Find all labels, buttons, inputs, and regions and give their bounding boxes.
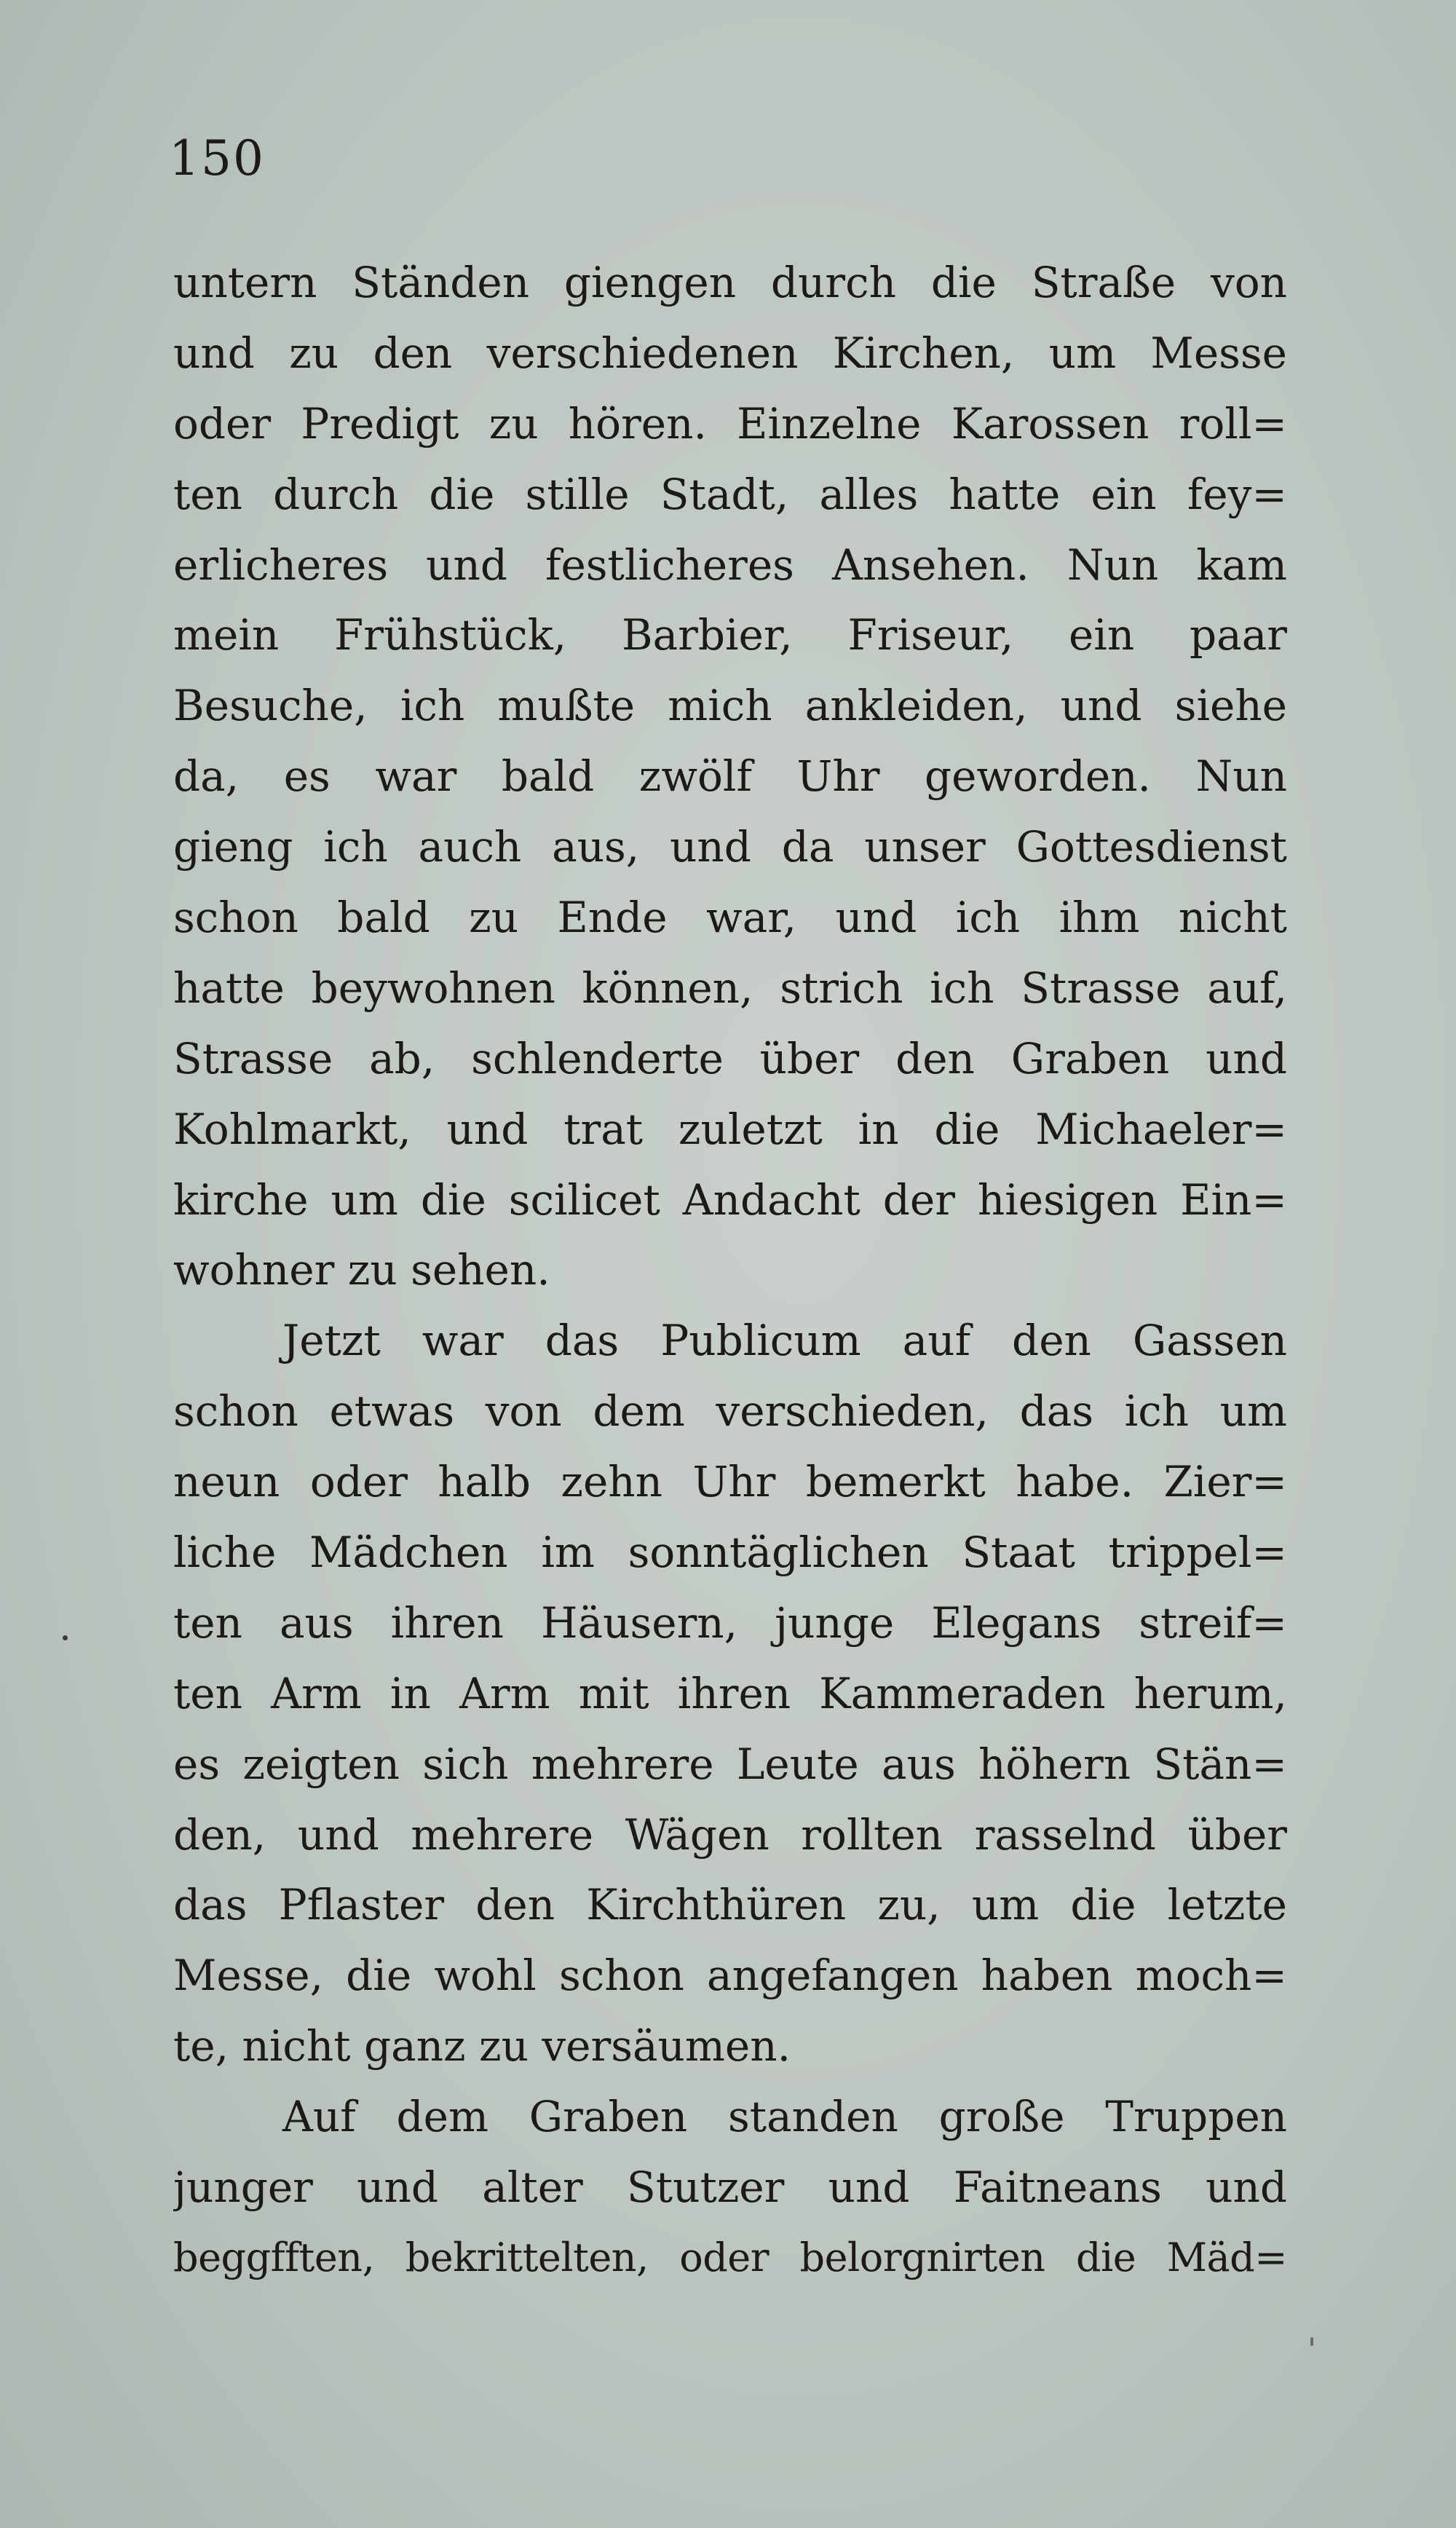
text-line: kirche um die scilicet Andacht der hiesigen Ein=	[173, 1174, 1287, 1225]
text-line: ten Arm in Arm mit ihren Kammeraden herum,	[173, 1668, 1287, 1718]
text-line: beggfften, bekrittelten, oder belorgnirten die Mäd=	[173, 2234, 1287, 2280]
text-line: te, nicht ganz zu versäumen.	[173, 2021, 791, 2071]
text-line: neun oder halb zehn Uhr bemerkt habe. Zier=	[173, 1457, 1287, 1507]
text-line: den, und mehrere Wägen rollten rasselnd über	[173, 1809, 1287, 1860]
text-line: oder Predigt zu hören. Einzelne Karossen roll=	[173, 398, 1287, 449]
text-line: erlicheres und festlicheres Ansehen. Nun kam	[173, 540, 1287, 590]
text-line: hatte beywohnen können, strich ich Strasse auf,	[173, 963, 1287, 1013]
body-text	[173, 248, 1287, 2294]
paper-speck	[63, 1635, 68, 1640]
text-line: ten durch die stille Stadt, alles hatte ein fey=	[173, 469, 1287, 519]
text-line: liche Mädchen im sonntäglichen Staat trippel=	[173, 1528, 1287, 1578]
text-line: und zu den verschiedenen Kirchen, um Messe	[173, 328, 1287, 378]
text-line: ten aus ihren Häusern, junge Elegans streif=	[173, 1597, 1287, 1648]
text-line: es zeigten sich mehrere Leute aus höhern Stän=	[173, 1739, 1287, 1789]
text-line: Messe, die wohl schon angefangen haben moch=	[173, 1951, 1287, 2001]
text-line: das Pflaster den Kirchthüren zu, um die letzte	[173, 1880, 1287, 1930]
text-line: Auf dem Graben standen große Truppen	[282, 2092, 1287, 2142]
text-line: gieng ich auch aus, und da unser Gottesdienst	[173, 822, 1287, 872]
text-line: junger und alter Stutzer und Faitneans und	[173, 2162, 1287, 2213]
text-line: untern Ständen giengen durch die Straße von	[173, 258, 1287, 307]
paper-speck	[1310, 2337, 1313, 2346]
text-line: Jetzt war das Publicum auf den Gassen	[282, 1316, 1287, 1366]
text-line: da, es war bald zwölf Uhr geworden. Nun	[173, 751, 1287, 802]
text-line: wohner zu sehen.	[173, 1245, 550, 1295]
text-line: schon bald zu Ende war, und ich ihm nicht	[173, 893, 1287, 943]
text-line: Strasse ab, schlenderte über den Graben und	[173, 1033, 1287, 1083]
text-line: Kohlmarkt, und trat zuletzt in die Michaeler=	[173, 1104, 1287, 1154]
text-line: mein Frühstück, Barbier, Friseur, ein paar	[173, 610, 1287, 660]
page-number: 150	[169, 130, 265, 186]
text-line: Besuche, ich mußte mich ankleiden, und siehe	[173, 681, 1287, 731]
text-line: schon etwas von dem verschieden, das ich um	[173, 1386, 1287, 1437]
